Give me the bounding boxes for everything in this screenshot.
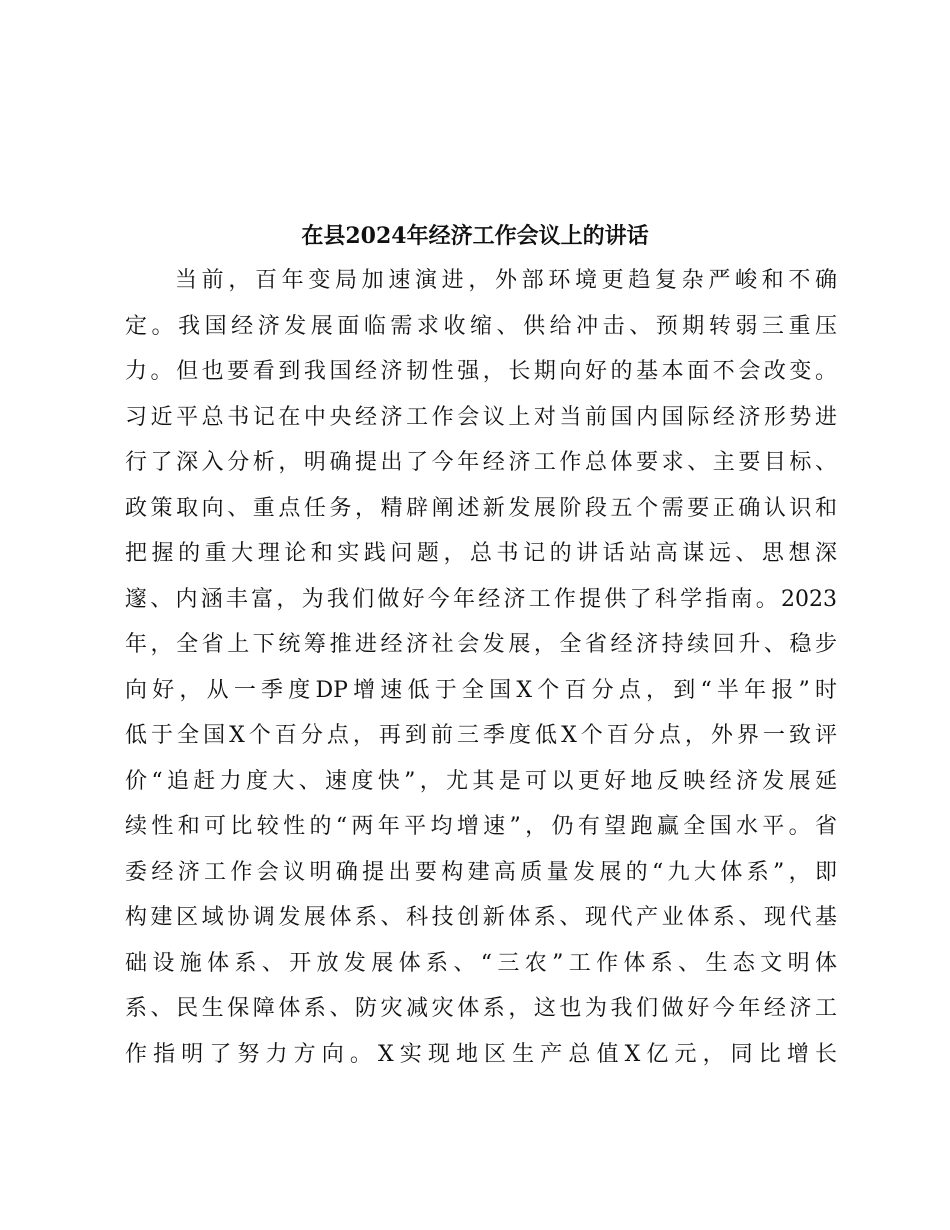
text-line: 础设施体系、开放发展体系、“三农”工作体系、生态文明体 (125, 950, 837, 976)
page-title: 在县2024年经济工作会议上的讲话 (301, 223, 649, 249)
text-line: 委经济工作会议明确提出要构建高质量发展的“九大体系”，即 (125, 859, 837, 885)
text-line: 构建区域协调发展体系、科技创新体系、现代产业体系、现代基 (125, 905, 837, 930)
text-line: 价“追赶力度大、速度快”，尤其是可以更好地反映经济发展延 (125, 768, 837, 794)
text-line: 续性和可比较性的“两年平均增速”，仍有望跑赢全国水平。省 (125, 814, 837, 839)
body-paragraph (125, 258, 837, 1077)
text-line: 政策取向、重点任务，精辟阐述新发展阶段五个需要正确认识和 (125, 495, 837, 521)
text-line: 行了深入分析，明确提出了今年经济工作总体要求、主要目标、 (125, 450, 837, 475)
text-line: 向好，从一季度DP增速低于全国X个百分点，到“半年报”时 (125, 677, 837, 703)
text-line: 系、民生保障体系、防灾减灾体系，这也为我们做好今年经济工 (125, 996, 837, 1021)
text-line: 低于全国X个百分点，再到前三季度低X个百分点，外界一致评 (125, 723, 837, 748)
text-line: 力。但也要看到我国经济韧性强，长期向好的基本面不会改变。 (125, 359, 837, 384)
text-line: 年，全省上下统筹推进经济社会发展，全省经济持续回升、稳步 (125, 632, 837, 657)
text-line: 邃、内涵丰富，为我们做好今年经济工作提供了科学指南。2023 (125, 586, 837, 612)
text-line: 定。我国经济发展面临需求收缩、供给冲击、预期转弱三重压 (125, 313, 837, 339)
text-line: 习近平总书记在中央经济工作会议上对当前国内国际经济形势进 (125, 404, 837, 430)
text-line: 当前，百年变局加速演进，外部环境更趋复杂严峻和不确 (175, 268, 837, 293)
text-line: 把握的重大理论和实践问题，总书记的讲话站高谋远、思想深 (125, 541, 837, 566)
text-line: 作指明了努力方向。X实现地区生产总值X亿元，同比增长 (125, 1041, 837, 1067)
